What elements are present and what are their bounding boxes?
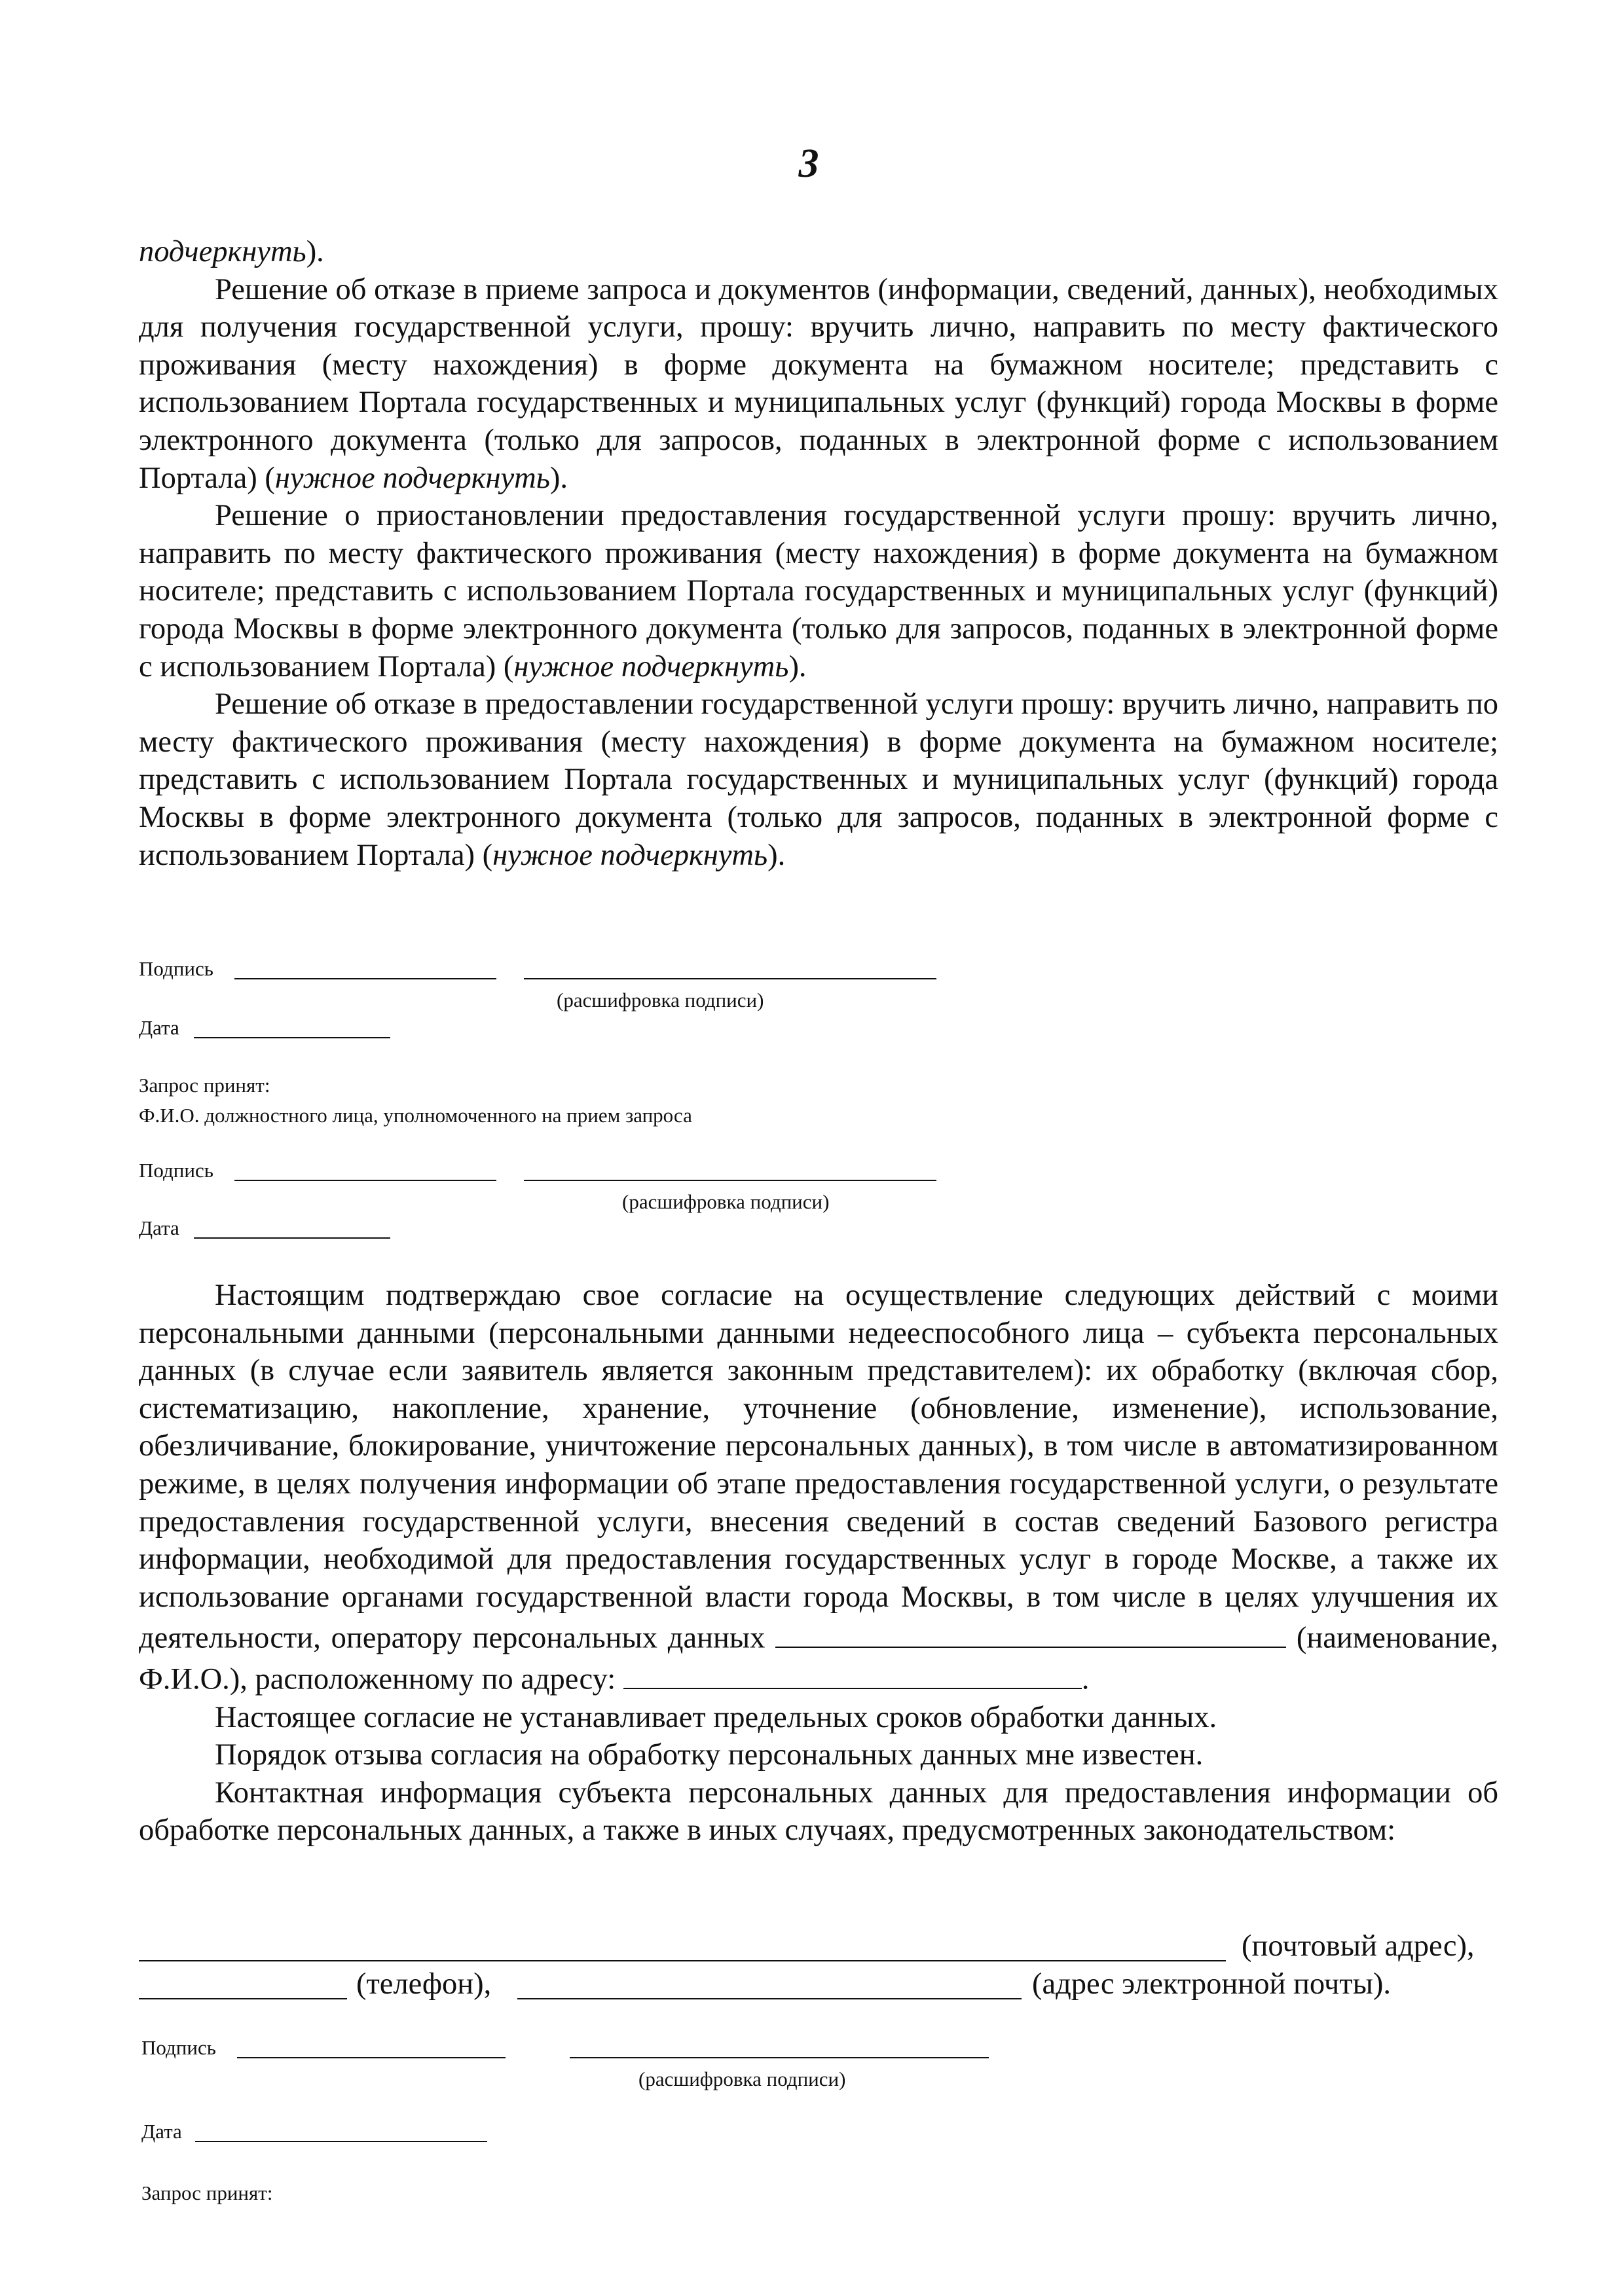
date-label-2: Дата bbox=[139, 1216, 179, 1239]
refusal-service-end: ). bbox=[767, 838, 786, 872]
operator-address-field[interactable] bbox=[623, 1657, 1082, 1689]
continued-line bbox=[139, 233, 1498, 271]
signature-field-2[interactable] bbox=[234, 1180, 496, 1181]
consent-block bbox=[139, 1277, 1498, 1850]
signature-decode-field-3[interactable] bbox=[570, 2057, 989, 2058]
date-label-3: Дата bbox=[141, 2120, 182, 2143]
suspension-text: Решение о приостановлении предоставления государственной услуги прошу: вручить лично, направить по месту фактического проживания (месту нахождения) в форме документа на бумажном носителе; представить с использованием Портала государственных и муниципальных услуг (функций) города Москвы в форме электронного документа (только для запросов, поданных в электронной форме с использованием Портала) ( bbox=[139, 499, 1498, 683]
contact-paragraph: Контактная информация субъекта персональных данных для предоставления информации об обработке персональных данных, а также в иных случаях, предусмотренных законодательством: bbox=[139, 1776, 1498, 1848]
continued-italic: подчеркнуть bbox=[139, 235, 306, 268]
signature-field-1[interactable] bbox=[234, 978, 496, 979]
date-field-2[interactable] bbox=[194, 1237, 390, 1239]
signature-decode-caption-2: (расшифровка подписи) bbox=[622, 1190, 830, 1213]
date-label-1: Дата bbox=[139, 1016, 179, 1039]
request-decisions-block bbox=[139, 233, 1498, 874]
postal-address-field[interactable] bbox=[139, 1960, 1226, 1961]
consent-text: Настоящим подтверждаю свое согласие на осуществление следующих действий с моими персональными данными (персональными данными недееспособного лица – субъекта персональных данных (в случае если заявитель является законным представителем): их обработку (включая сбор, систематизацию, накопление, хранение, уточнение (обновление, изменение), использование, обезличивание, блокирование, уничтожение персональных данных), в том числе в автоматизированном режиме, в целях получения информации об этапе предоставления государственной услуги, о результате предоставления государственной услуги, внесения сведений в состав сведений Базового регистра информации, необходимой для предоставления государственных услуг в городе Москве, а также их использование органами государственной власти города Москвы, в том числе в целях улучшения их деятельности, оператору персональных данных bbox=[139, 1279, 1498, 1655]
phone-caption: (телефон), bbox=[356, 1967, 492, 2001]
request-accepted-title-2: Запрос принят: bbox=[141, 2181, 273, 2204]
suspension-paragraph bbox=[139, 497, 1498, 685]
revoke-paragraph: Порядок отзыва согласия на обработку персональных данных мне известен. bbox=[215, 1738, 1204, 1772]
operator-name-field[interactable] bbox=[775, 1616, 1286, 1648]
refusal-service-italic: нужное подчеркнуть bbox=[492, 838, 768, 872]
signature-decode-caption-3: (расшифровка подписи) bbox=[638, 2068, 846, 2090]
signature-label-2: Подпись bbox=[139, 1159, 213, 1182]
email-field[interactable] bbox=[517, 1998, 1022, 1999]
signature-decode-field-2[interactable] bbox=[524, 1180, 936, 1181]
official-name-caption: Ф.И.О. должностного лица, уполномоченного на прием запроса bbox=[139, 1104, 692, 1127]
date-field-3[interactable] bbox=[195, 2141, 487, 2142]
postal-address-caption: (почтовый адрес), bbox=[1242, 1929, 1475, 1963]
address-label: расположенному по адресу: bbox=[255, 1662, 616, 1696]
refusal-reception-text: Решение об отказе в приеме запроса и документов (информации, сведений, данных), необходимых для получения государственной услуги, прошу: вручить лично, направить по месту фактического проживания (месту нахождения) в форме документа на бумажном носителе; представить с использованием Портала государственных и муниципальных услуг (функций) города Москвы в форме электронного документа (только для запросов, поданных в электронной форме с использованием Портала) ( bbox=[139, 272, 1498, 495]
suspension-italic: нужное подчеркнуть bbox=[513, 649, 789, 683]
page-number: 3 bbox=[798, 141, 819, 186]
signature-field-3[interactable] bbox=[237, 2057, 506, 2058]
suspension-end: ). bbox=[788, 649, 807, 683]
signature-label-3: Подпись bbox=[141, 2036, 216, 2059]
address-end: . bbox=[1081, 1662, 1090, 1696]
refusal-service-paragraph bbox=[139, 685, 1498, 874]
signature-decode-caption-1: (расшифровка подписи) bbox=[557, 989, 764, 1011]
phone-field[interactable] bbox=[139, 1998, 347, 1999]
signature-label-1: Подпись bbox=[139, 957, 213, 980]
refusal-service-text: Решение об отказе в предоставлении государственной услуги прошу: вручить лично, направить по месту фактического проживания (месту нахождения) в форме документа на бумажном носителе; представить с использованием Портала государственных и муниципальных услуг (функций) города Москвы в форме электронного документа (только для запросов, поданных в электронной форме с использованием Портала) ( bbox=[139, 687, 1498, 872]
refusal-reception-italic: нужное подчеркнуть bbox=[274, 461, 550, 495]
refusal-reception-end: ). bbox=[549, 461, 568, 495]
refusal-reception-paragraph bbox=[139, 271, 1498, 498]
consent-paragraph bbox=[139, 1277, 1498, 1699]
request-accepted-title-1: Запрос принят: bbox=[139, 1074, 270, 1097]
operator-name-caption: (наименование, Ф.И.О.), bbox=[139, 1621, 1498, 1696]
signature-decode-field-1[interactable] bbox=[524, 978, 936, 979]
email-caption: (адрес электронной почты). bbox=[1032, 1967, 1391, 2001]
no-limits-paragraph: Настоящее согласие не устанавливает предельных сроков обработки данных. bbox=[215, 1700, 1217, 1734]
date-field-1[interactable] bbox=[194, 1037, 390, 1038]
continued-end: ). bbox=[306, 235, 324, 268]
